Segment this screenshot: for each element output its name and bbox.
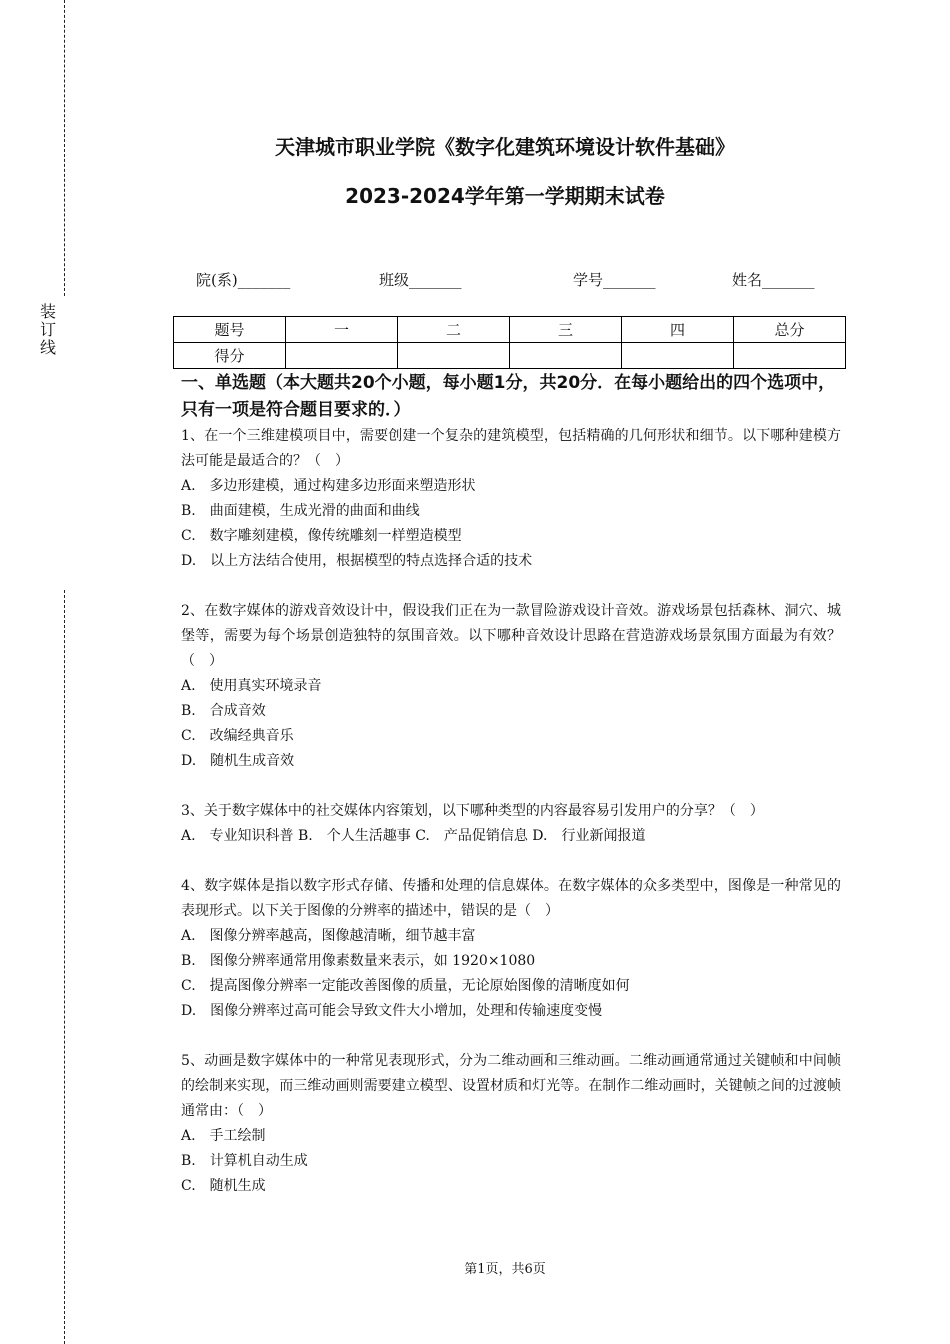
question-option: D. 图像分辨率过高可能会导致文件大小增加，处理和传输速度变慢 xyxy=(181,1003,603,1019)
score-cell xyxy=(286,343,398,369)
question-option: B. 图像分辨率通常用像素数量来表示，如 1920×1080 xyxy=(181,953,536,969)
spacer xyxy=(181,774,841,799)
question-option: A. 使用真实环境录音 xyxy=(181,678,322,694)
binding-label: 装订线 xyxy=(39,302,56,357)
question-stem: 3、关于数字媒体中的社交媒体内容策划，以下哪种类型的内容最容易引发用户的分享？（ ） xyxy=(181,803,764,819)
class-field: 班级_______ xyxy=(379,271,462,289)
score-table-header: 总分 xyxy=(734,317,846,343)
question-option: B. 合成音效 xyxy=(181,703,266,719)
question-option: A. 专业知识科普 B. 个人生活趣事 C. 产品促销信息 D. 行业新闻报道 xyxy=(181,828,646,844)
score-table-header: 三 xyxy=(510,317,622,343)
question-option: B. 计算机自动生成 xyxy=(181,1153,308,1169)
question-option: C. 改编经典音乐 xyxy=(181,728,294,744)
question-option: B. 曲面建模，生成光滑的曲面和曲线 xyxy=(181,503,420,519)
student-id-field: 学号_______ xyxy=(573,271,656,289)
question-3 xyxy=(181,799,841,849)
score-row-label: 得分 xyxy=(174,343,286,369)
score-table-header: 四 xyxy=(622,317,734,343)
page-footer: 第1页，共6页 xyxy=(464,1262,546,1277)
question-stem: 2、在数字媒体的游戏音效设计中，假设我们正在为一款冒险游戏设计音效。游戏场景包括森林、洞穴、城堡等，需要为每个场景创造独特的氛围音效。以下哪种音效设计思路在营造游戏场景氛围方面最为有效？（ ） xyxy=(181,603,841,669)
student-info-row xyxy=(0,269,950,293)
question-5 xyxy=(181,1049,841,1199)
question-4 xyxy=(181,874,841,1024)
score-table xyxy=(173,316,846,369)
question-option: A. 多边形建模，通过构建多边形面来塑造形状 xyxy=(181,478,476,494)
score-table-score-row xyxy=(174,343,846,369)
spacer xyxy=(181,574,841,599)
score-cell xyxy=(622,343,734,369)
exam-content xyxy=(181,370,841,1199)
question-option: C. 提高图像分辨率一定能改善图像的质量，无论原始图像的清晰度如何 xyxy=(181,978,630,994)
question-option: A. 图像分辨率越高，图像越清晰，细节越丰富 xyxy=(181,928,476,944)
binding-line-bottom xyxy=(64,590,65,1344)
spacer xyxy=(181,849,841,874)
score-table-header: 题号 xyxy=(174,317,286,343)
score-cell xyxy=(510,343,622,369)
question-stem: 4、数字媒体是指以数字形式存储、传播和处理的信息媒体。在数字媒体的众多类型中，图像是一种常见的表现形式。以下关于图像的分辨率的描述中，错误的是（ ） xyxy=(181,878,841,919)
question-option: C. 随机生成 xyxy=(181,1178,266,1194)
score-cell xyxy=(398,343,510,369)
section-heading: 一、单选题（本大题共20个小题，每小题1分，共20分．在每小题给出的四个选项中，只有一项是符合题目要求的．） xyxy=(181,373,836,420)
name-field: 姓名_______ xyxy=(732,271,815,289)
question-option: D. 随机生成音效 xyxy=(181,753,295,769)
score-cell xyxy=(734,343,846,369)
question-option: C. 数字雕刻建模，像传统雕刻一样塑造模型 xyxy=(181,528,462,544)
score-table-header: 二 xyxy=(398,317,510,343)
score-table-header: 一 xyxy=(286,317,398,343)
score-table-header-row xyxy=(174,317,846,343)
question-2 xyxy=(181,599,841,774)
department-field: 院(系)_______ xyxy=(196,271,291,289)
exam-subtitle: 2023-2024学年第一学期期末试卷 xyxy=(345,184,665,208)
question-option: A. 手工绘制 xyxy=(181,1128,266,1144)
question-stem: 5、动画是数字媒体中的一种常见表现形式，分为二维动画和三维动画。二维动画通常通过关键帧和中间帧的绘制来实现，而三维动画则需要建立模型、设置材质和灯光等。在制作二维动画时，关键帧之间的过渡帧通常由：（ ） xyxy=(181,1053,841,1119)
question-option: D. 以上方法结合使用，根据模型的特点选择合适的技术 xyxy=(181,553,533,569)
spacer xyxy=(181,1024,841,1049)
exam-title: 天津城市职业学院《数字化建筑环境设计软件基础》 xyxy=(275,135,735,159)
question-1 xyxy=(181,424,841,574)
question-stem: 1、在一个三维建模项目中，需要创建一个复杂的建筑模型，包括精确的几何形状和细节。以下哪种建模方法可能是最适合的？（ ） xyxy=(181,428,841,469)
